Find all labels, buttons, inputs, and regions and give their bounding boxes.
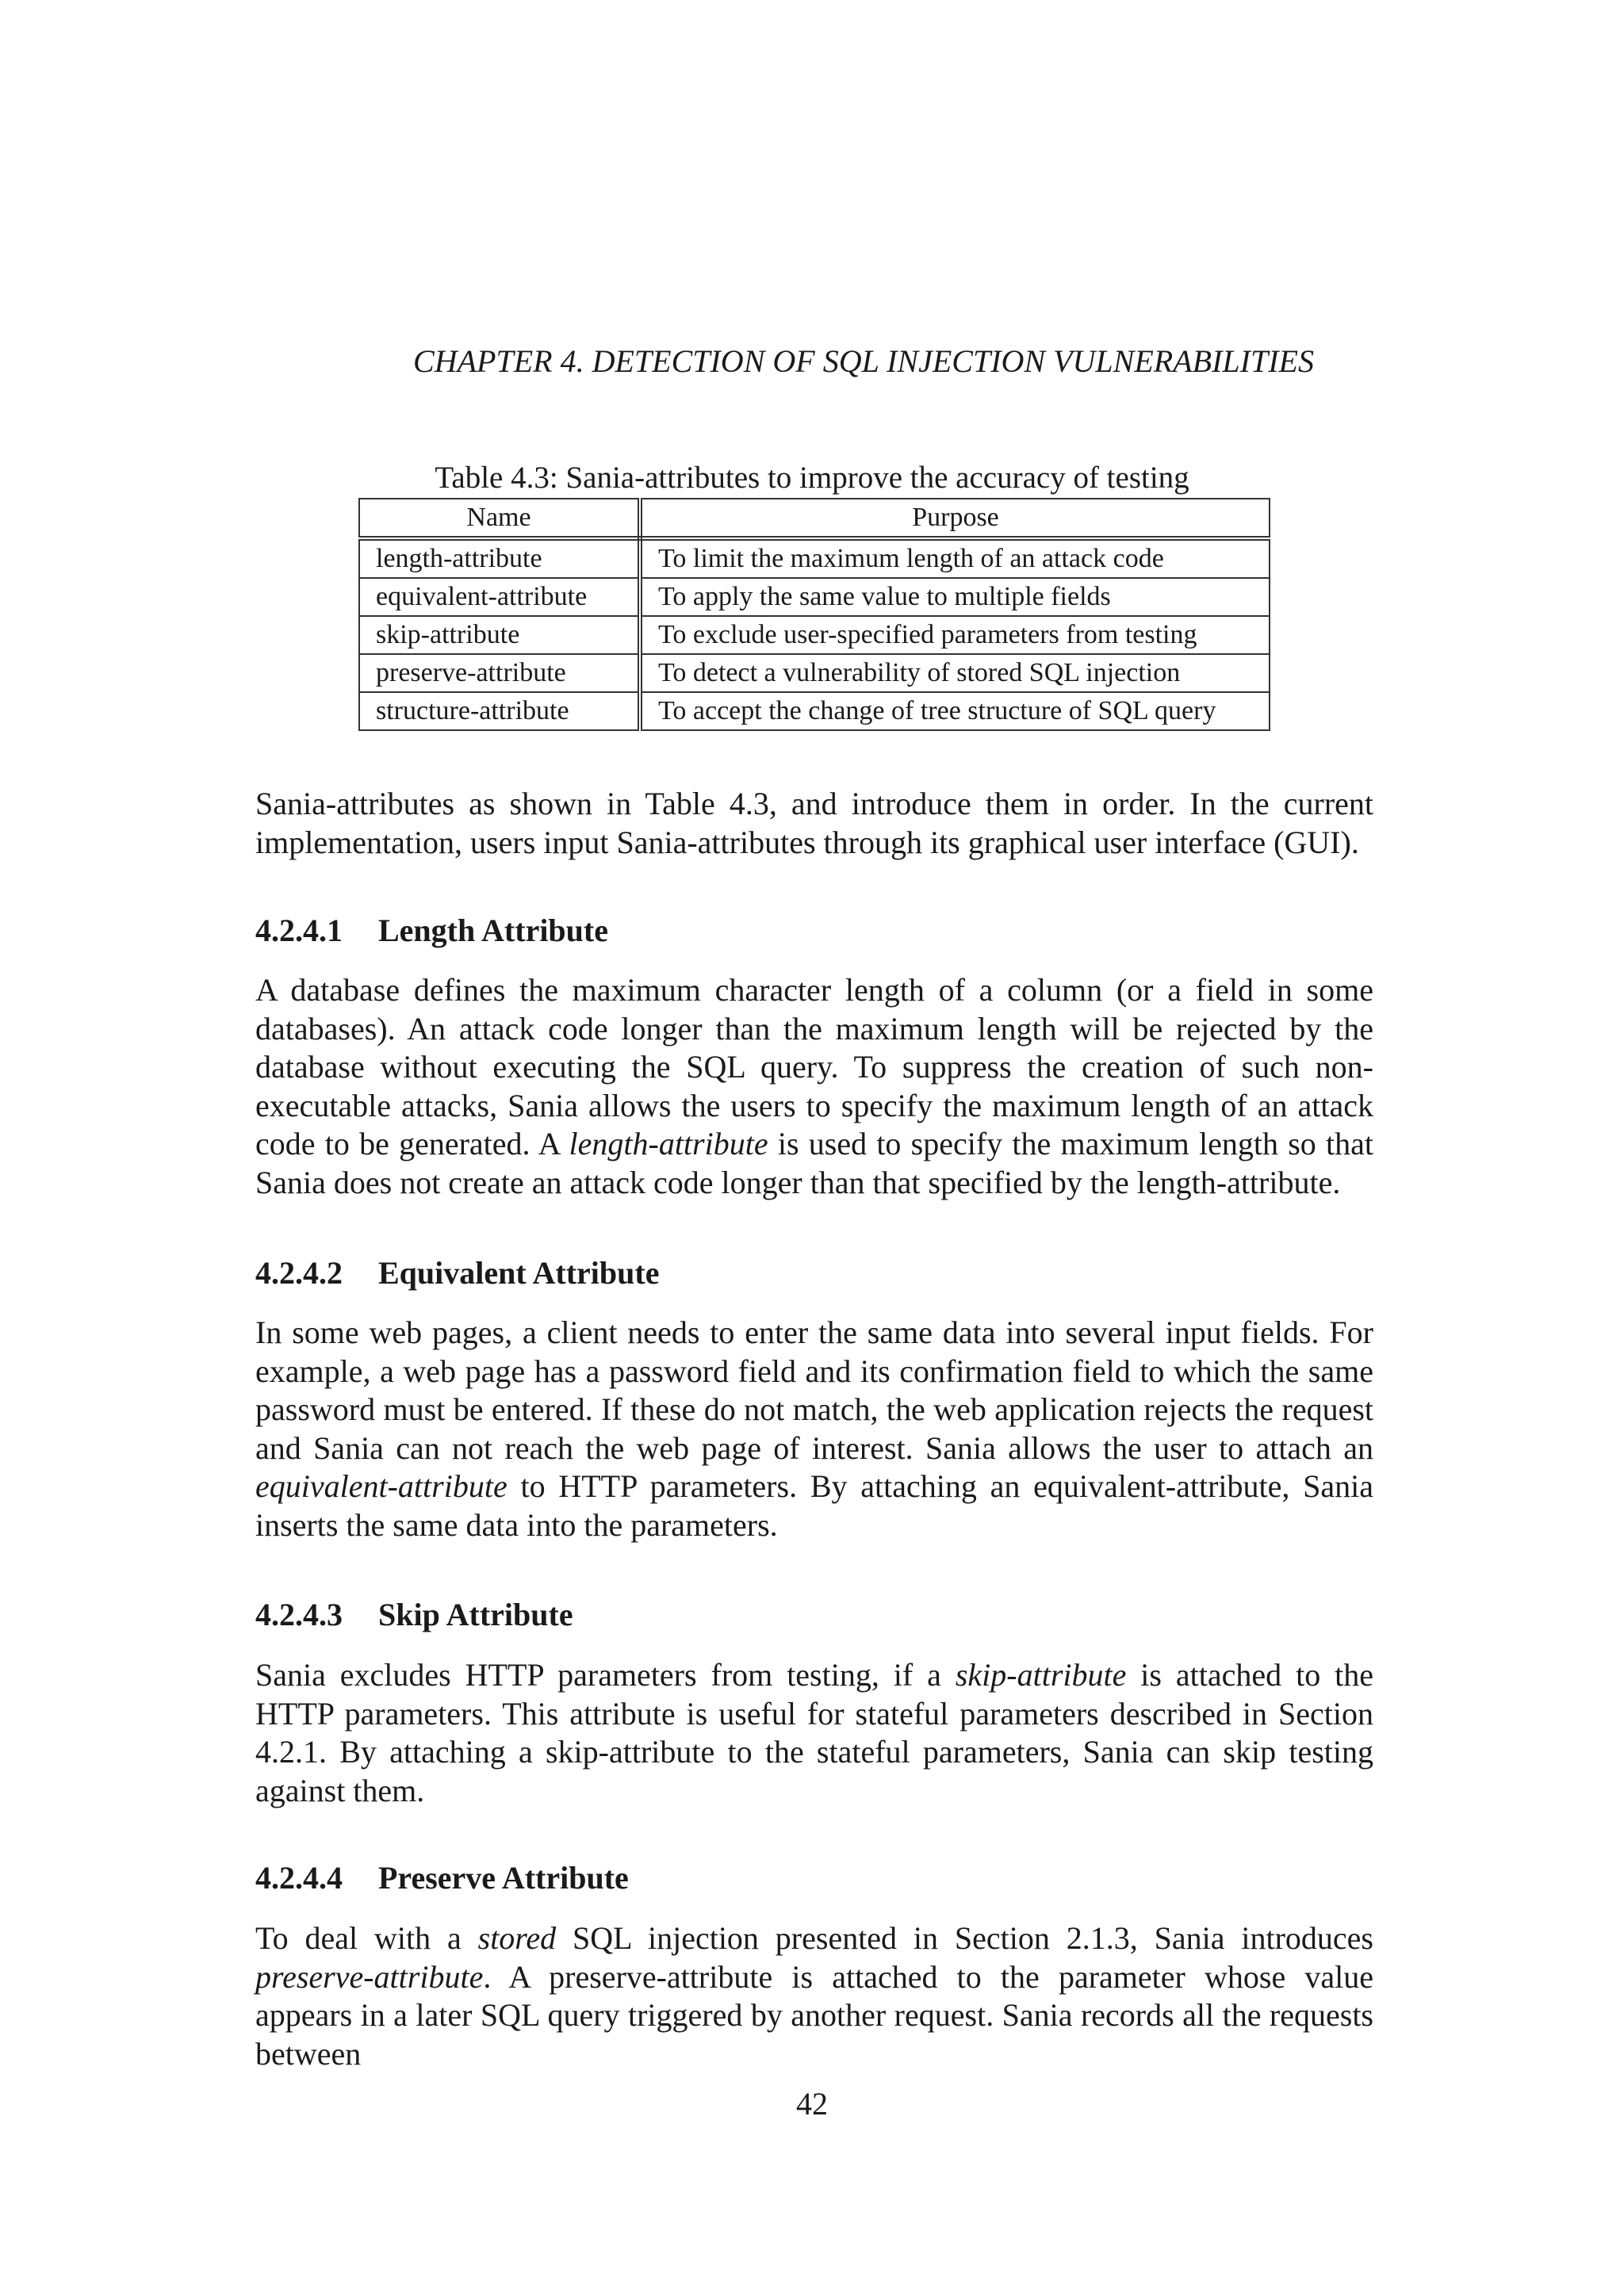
table-header-row: [359, 499, 1270, 538]
attribute-purpose: To limit the maximum length of an attack code: [640, 538, 1270, 578]
section-body-skip: [255, 1656, 1373, 1810]
paragraph: [255, 1656, 1373, 1810]
running-head: CHAPTER 4. DETECTION OF SQL INJECTION VULNERABILITIES: [413, 343, 1314, 379]
section-number: 4.2.4.1: [255, 913, 343, 948]
paragraph: [255, 1919, 1373, 2073]
table-row: [359, 616, 1270, 654]
text-run: to HTTP parameters. By attaching an equivalent-attribute, Sania inserts the same data into the parameters.: [255, 1468, 1373, 1543]
section-number: 4.2.4.3: [255, 1597, 343, 1632]
table-row: [359, 692, 1270, 730]
section-heading-preserve: [255, 1859, 629, 1896]
table-row: [359, 578, 1270, 616]
text-run: is used to specify the maximum length so that Sania does not create an attack code longer than that specified by the length-attribute.: [255, 1126, 1373, 1200]
section-number: 4.2.4.2: [255, 1255, 343, 1291]
emphasis: stored: [477, 1920, 557, 1956]
attribute-name: length-attribute: [359, 538, 640, 578]
emphasis: skip-attribute: [955, 1657, 1127, 1693]
text-run: To deal with a: [255, 1920, 478, 1956]
section-body-equivalent: [255, 1314, 1373, 1544]
paragraph: [255, 971, 1373, 1202]
table-caption: Table 4.3: Sania-attributes to improve the accuracy of testing: [435, 461, 1189, 495]
section-number: 4.2.4.4: [255, 1860, 343, 1896]
attribute-purpose: To accept the change of tree structure of SQL query: [640, 692, 1270, 730]
paragraph: [255, 1314, 1373, 1544]
emphasis: length-attribute: [569, 1126, 768, 1161]
section-title: Skip Attribute: [378, 1597, 573, 1632]
attribute-name: skip-attribute: [359, 616, 640, 654]
attribute-name: preserve-attribute: [359, 654, 640, 692]
header-purpose: Purpose: [640, 499, 1270, 538]
section-title: Preserve Attribute: [378, 1860, 629, 1896]
attribute-name: structure-attribute: [359, 692, 640, 730]
attributes-table-container: [358, 498, 1270, 731]
section-heading-length: [255, 912, 608, 949]
text-run: SQL injection presented in Section 2.1.3, Sania introduces: [556, 1920, 1373, 1956]
table-row: [359, 538, 1270, 578]
section-title: Equivalent Attribute: [378, 1255, 660, 1291]
text-run: In some web pages, a client needs to enter the same data into several input fields. For example, a web page has a password field and its confirmation field to which the same password must be entered. If these do not match, the web application rejects the request and Sania can not reach the web page of interest. Sania allows the user to attach an: [255, 1314, 1373, 1466]
text-run: is attached to the HTTP parameters. This attribute is useful for stateful parameters described in Section 4.2.1. By attaching a skip-attribute to the stateful parameters, Sania can skip testing against them.: [255, 1657, 1374, 1808]
attribute-name: equivalent-attribute: [359, 578, 640, 616]
header-name: Name: [359, 499, 640, 538]
attribute-purpose: To apply the same value to multiple fields: [640, 578, 1270, 616]
section-heading-equivalent: [255, 1254, 659, 1292]
section-title: Length Attribute: [378, 913, 608, 948]
emphasis: equivalent-attribute: [255, 1468, 508, 1504]
page-number: 42: [796, 2086, 828, 2122]
section-body-length: [255, 971, 1373, 1202]
section-heading-skip: [255, 1596, 573, 1633]
text-run: A database defines the maximum character length of a column (or a field in some databases). An attack code longer than the maximum length will be rejected by the database without executing the SQL query. To suppress the creation of such non-executable attacks, Sania allows the users to specify the maximum length of an attack code to be generated. A: [255, 972, 1373, 1161]
intro-text: Sania-attributes as shown in Table 4.3, and introduce them in order. In the current implementation, users input Sania-attributes through its graphical user interface (GUI).: [255, 786, 1373, 860]
attribute-purpose: To detect a vulnerability of stored SQL injection: [640, 654, 1270, 692]
intro-paragraph: [255, 785, 1373, 862]
table-row: [359, 654, 1270, 692]
text-run: . A preserve-attribute is attached to the parameter whose value appears in a later SQL query triggered by another request. Sania records all the requests between: [255, 1958, 1373, 2072]
emphasis: preserve-attribute: [255, 1958, 484, 1995]
section-body-preserve: [255, 1919, 1373, 2073]
attribute-purpose: To exclude user-specified parameters from testing: [640, 616, 1270, 654]
text-run: Sania excludes HTTP parameters from testing, if a: [255, 1657, 956, 1693]
attributes-table: [358, 498, 1270, 731]
